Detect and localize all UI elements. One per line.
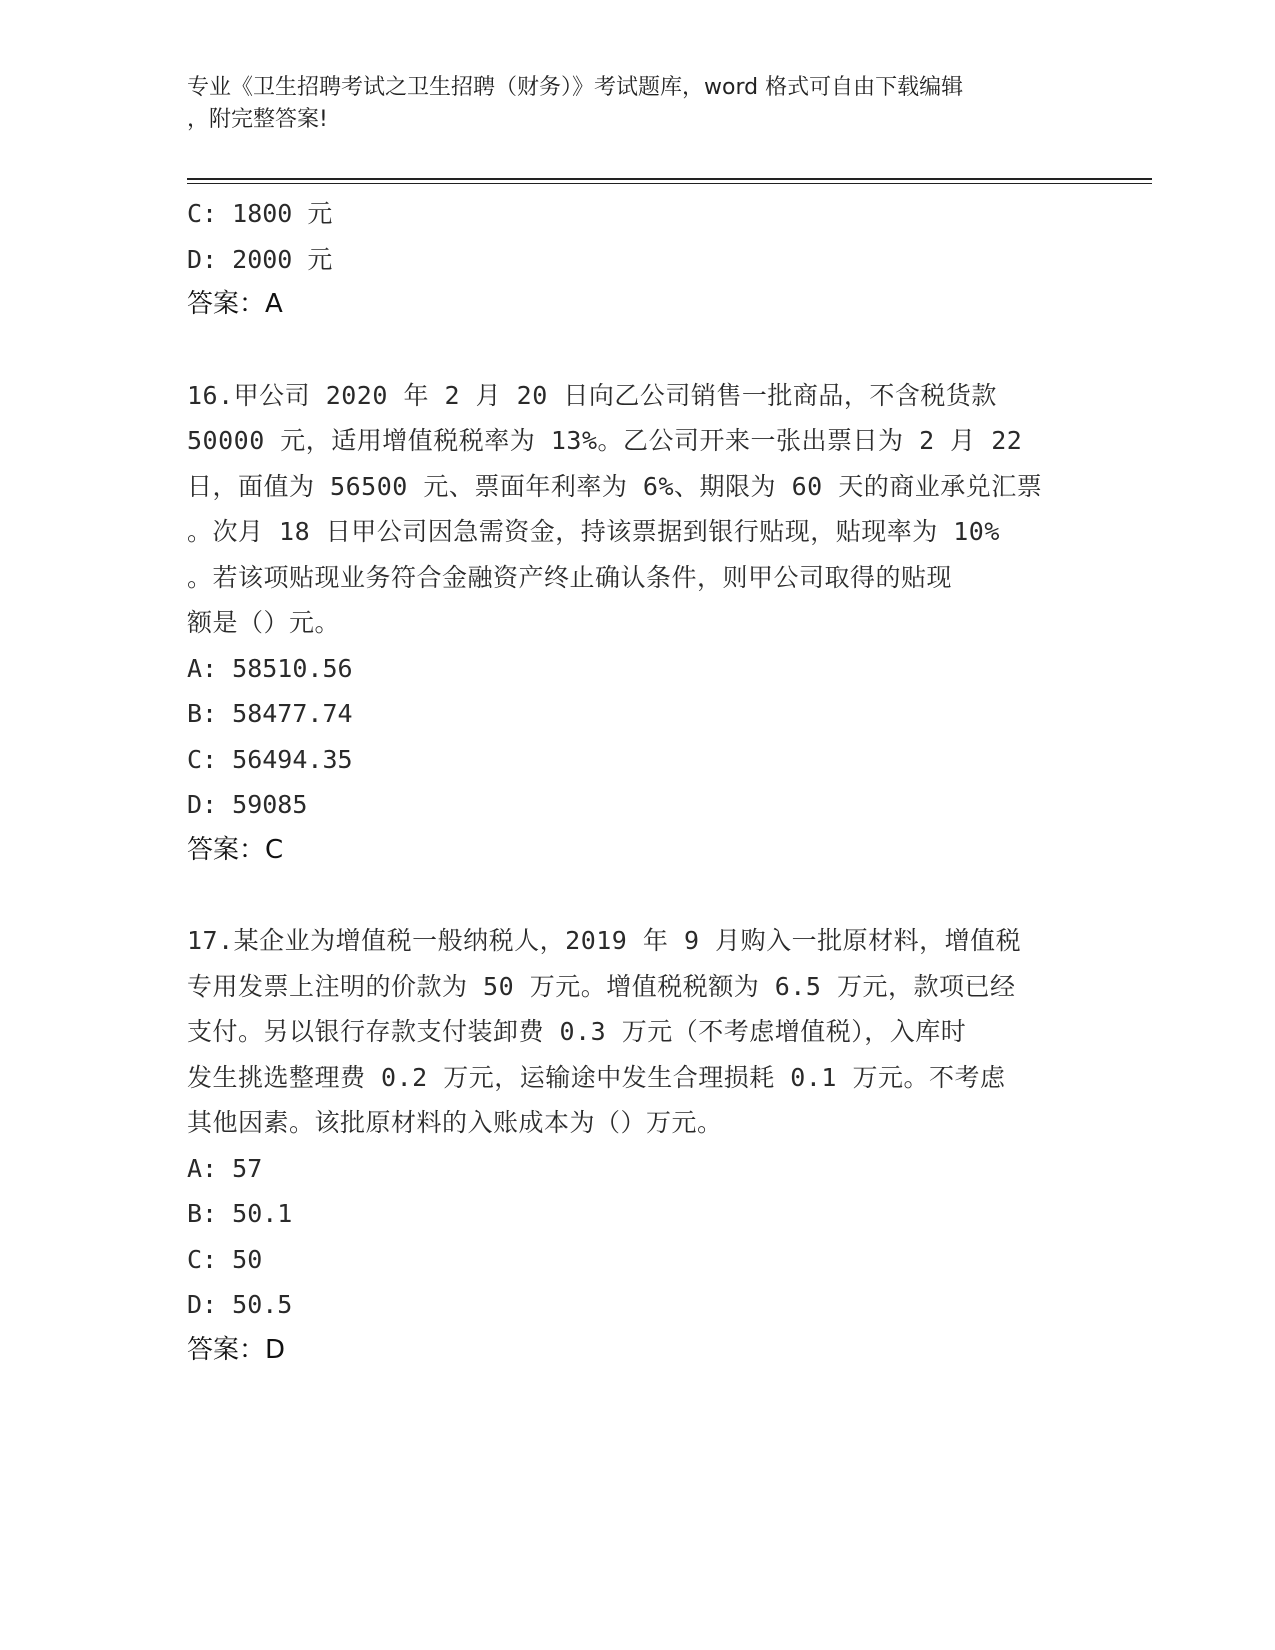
question-line: 17.某企业为增值税一般纳税人，2019 年 9 月购入一批原材料，增值税 xyxy=(187,926,1022,955)
prev-question-block xyxy=(187,191,1087,328)
document-header xyxy=(187,72,1067,136)
spacer xyxy=(187,873,1087,918)
question-content xyxy=(187,191,1087,1373)
question-line: 日，面值为 56500 元、票面年利率为 6%、期限为 60 天的商业承兑汇票 xyxy=(187,471,1043,501)
question-17 xyxy=(187,918,1087,1373)
question-line: 支付。另以银行存款支付装卸费 0.3 万元（不考虑增值税），入库时 xyxy=(187,1017,967,1046)
option-c: C: 1800 元 xyxy=(187,199,333,228)
question-line: 专用发票上注明的价款为 50 万元。增值税税额为 6.5 万元，款项已经 xyxy=(187,971,1016,1001)
option-d: D: 50.5 xyxy=(187,1290,293,1319)
option-c: C: 50 xyxy=(187,1244,263,1274)
option-a: A: 57 xyxy=(187,1153,263,1183)
option-b: B: 50.1 xyxy=(187,1199,293,1228)
question-line: 额是（）元。 xyxy=(187,608,341,637)
question-16 xyxy=(187,373,1087,874)
question-line: 其他因素。该批原材料的入账成本为（）万元。 xyxy=(187,1108,723,1137)
header-line-1: 专业《卫生招聘考试之卫生招聘（财务）》考试题库，word 格式可自由下载编辑 xyxy=(187,75,964,100)
answer-label: 答案：D xyxy=(187,1334,286,1365)
option-c: C: 56494.35 xyxy=(187,744,353,774)
option-d: D: 2000 元 xyxy=(187,244,333,274)
question-line: 50000 元，适用增值税税率为 13%。乙公司开来一张出票日为 2 月 22 xyxy=(187,426,1023,455)
question-line: 。若该项贴现业务符合金融资产终止确认条件，则甲公司取得的贴现 xyxy=(187,562,953,592)
option-a: A: 58510.56 xyxy=(187,653,353,683)
answer-label: 答案：A xyxy=(187,289,283,319)
question-16-text xyxy=(187,373,1087,646)
question-line: 。次月 18 日甲公司因急需资金，持该票据到银行贴现，贴现率为 10% xyxy=(187,517,1000,546)
header-line-2: ，附完整答案! xyxy=(187,107,328,132)
question-line: 发生挑选整理费 0.2 万元，运输途中发生合理损耗 0.1 万元。不考虑 xyxy=(187,1062,1006,1092)
answer-label: 答案：C xyxy=(187,834,284,865)
option-d: D: 59085 xyxy=(187,790,308,819)
option-b: B: 58477.74 xyxy=(187,699,353,728)
question-17-text xyxy=(187,918,1087,1146)
header-rule-thick xyxy=(187,178,1152,180)
spacer xyxy=(187,328,1087,373)
question-line: 16.甲公司 2020 年 2 月 20 日向乙公司销售一批商品，不含税货款 xyxy=(187,380,997,410)
header-rule-thin xyxy=(187,183,1152,184)
